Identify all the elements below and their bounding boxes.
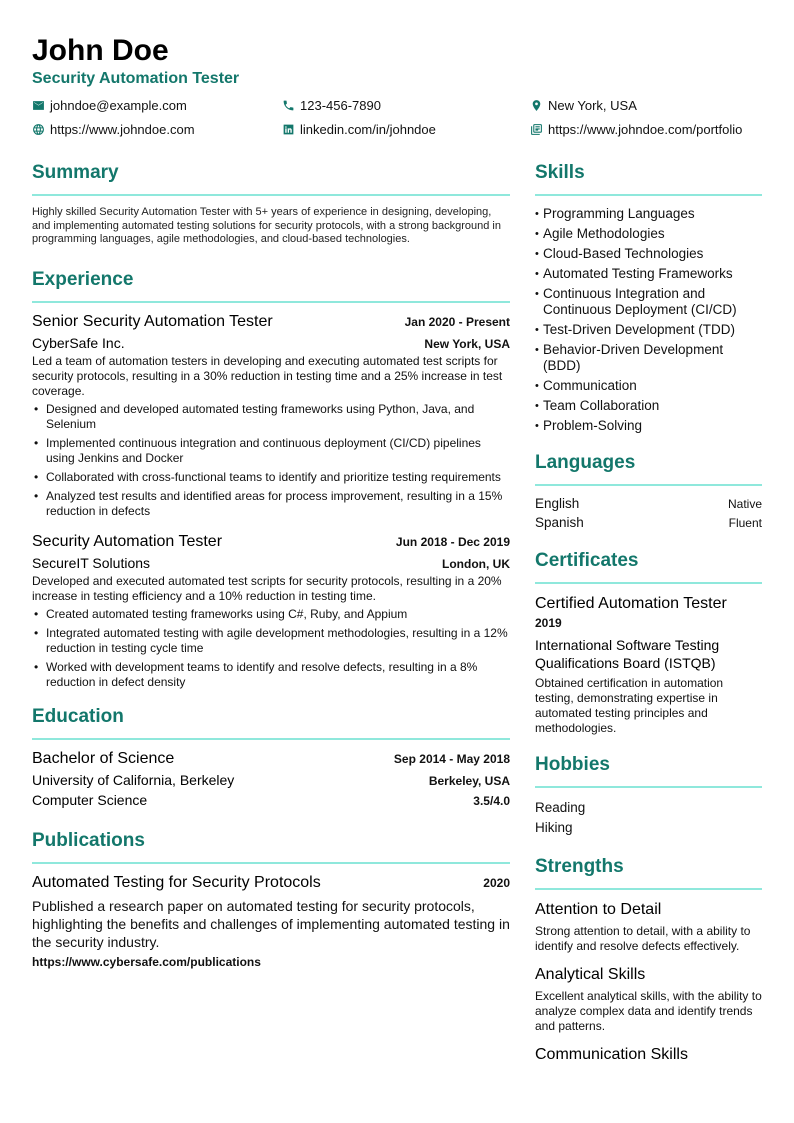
languages-section [535, 450, 762, 530]
location-text: New York, USA [548, 98, 637, 113]
location-pin-icon [530, 99, 543, 112]
skill-item: • Agile Methodologies [535, 226, 762, 242]
hobby-item: Reading [535, 800, 586, 815]
contact-phone[interactable] [282, 98, 381, 113]
contact-portfolio[interactable] [530, 122, 742, 137]
phone-text: 123-456-7890 [300, 98, 381, 113]
job-bullets [32, 402, 510, 519]
experience-heading: Experience [32, 267, 510, 303]
candidate-name: John Doe [32, 34, 169, 67]
skill-item: • Continuous Integration and Continuous Deployment (CI/CD) [535, 286, 762, 318]
skill-item: • Automated Testing Frameworks [535, 266, 762, 282]
job-company: SecureIT Solutions [32, 554, 151, 571]
job-bullet: • Integrated automated testing with agile development methodologies, resulting in a 12% reduction in testing cycle time [32, 626, 510, 656]
job-bullet: • Designed and developed automated testing frameworks using Python, Java, and Selenium [32, 402, 510, 432]
publication-year: 2020 [483, 875, 510, 890]
certificate-year: 2019 [535, 616, 562, 630]
job-date: Jan 2020 - Present [404, 314, 510, 329]
skill-item: • Team Collaboration [535, 398, 762, 414]
job-date: Jun 2018 - Dec 2019 [395, 534, 510, 549]
resume-header [32, 34, 772, 88]
hobbies-section [535, 752, 762, 838]
skills-list [535, 206, 762, 434]
right-column [535, 160, 762, 1065]
job-title: Senior Security Automation Tester [32, 312, 273, 330]
publication-description: Published a research paper on automated testing for security protocols, highlighting the benefits and challenges of implementing automated testing in the security industry. [32, 897, 510, 950]
education-location: Berkeley, USA [428, 773, 510, 788]
job-location: London, UK [442, 556, 510, 571]
hobbies-heading: Hobbies [535, 752, 762, 788]
phone-icon [282, 99, 295, 112]
globe-icon [32, 123, 45, 136]
skills-heading: Skills [535, 160, 762, 196]
contact-info [32, 98, 772, 144]
portfolio-icon [530, 123, 543, 136]
certificates-section [535, 548, 762, 736]
education-field: Computer Science [32, 791, 148, 808]
linkedin-icon [282, 123, 295, 136]
summary-text: Highly skilled Security Automation Tester with 5+ years of experience in designing, developing, and implementing automated testing solutions for security protocols, with a strong background in programming languages, agile methodologies, and cloud-based technologies. [32, 206, 501, 245]
summary-section [32, 160, 510, 247]
job-description: Led a team of automation testers in developing and executing automated test scripts for security protocols, resulting in a 30% reduction in testing time and a 25% increase in test coverage. [32, 353, 503, 398]
website-text: https://www.johndoe.com [50, 122, 195, 137]
portfolio-text: https://www.johndoe.com/portfolio [548, 122, 743, 137]
language-row [535, 496, 762, 511]
job-entry [32, 533, 510, 690]
languages-heading: Languages [535, 450, 762, 486]
email-text: johndoe@example.com [50, 98, 187, 113]
job-bullet: • Created automated testing frameworks using C#, Ruby, and Appium [32, 607, 510, 622]
contact-email[interactable] [32, 98, 187, 113]
strength-description: Excellent analytical skills, with the ability to analyze complex data and identify trends and patterns. [535, 989, 762, 1033]
experience-section [32, 267, 510, 690]
publications-heading: Publications [32, 828, 510, 864]
certificates-heading: Certificates [535, 548, 762, 584]
strength-title: Communication Skills [535, 1046, 688, 1063]
job-location: New York, USA [424, 336, 510, 351]
publications-section [32, 828, 510, 969]
language-name: English [535, 496, 580, 511]
education-heading: Education [32, 704, 510, 740]
skill-item: • Cloud-Based Technologies [535, 246, 762, 262]
skills-section [535, 160, 762, 434]
strength-description: Strong attention to detail, with a ability to identify and resolve defects effectively. [535, 924, 751, 953]
strengths-heading: Strengths [535, 854, 762, 890]
certificate-description: Obtained certification in automation testing, demonstrating expertise in automated testing principles and methodologies. [535, 676, 724, 735]
certificate-name: Certified Automation Tester [535, 595, 727, 612]
job-bullet: • Collaborated with cross-functional teams to identify and prioritize testing requirements [32, 470, 510, 485]
certificate-issuer: International Software Testing Qualifications Board (ISTQB) [535, 637, 720, 671]
publication-title: Automated Testing for Security Protocols [32, 873, 321, 891]
publication-link[interactable]: https://www.cybersafe.com/publications [32, 954, 261, 969]
education-section [32, 704, 510, 808]
candidate-title: Security Automation Tester [32, 70, 240, 87]
job-entry [32, 313, 510, 519]
education-degree: Bachelor of Science [32, 749, 175, 767]
linkedin-text: linkedin.com/in/johndoe [300, 122, 436, 137]
skill-item: • Problem-Solving [535, 418, 762, 434]
job-company: CyberSafe Inc. [32, 334, 125, 351]
skill-item: • Communication [535, 378, 762, 394]
hobby-item: Hiking [535, 820, 573, 835]
language-row [535, 515, 762, 530]
contact-linkedin[interactable] [282, 122, 436, 137]
language-level: Fluent [728, 516, 762, 530]
education-gpa: 3.5/4.0 [473, 793, 510, 808]
strength-title: Attention to Detail [535, 901, 662, 918]
education-school: University of California, Berkeley [32, 771, 235, 788]
language-name: Spanish [535, 515, 584, 530]
summary-heading: Summary [32, 160, 510, 196]
job-bullet: • Analyzed test results and identified areas for process improvement, resulting in a 15% reduction in defects [32, 489, 510, 519]
left-column [32, 160, 510, 969]
strength-title: Analytical Skills [535, 966, 646, 983]
job-title: Security Automation Tester [32, 532, 223, 550]
job-description: Developed and executed automated test scripts for security protocols, resulting in a 20% increase in testing efficiency and a 10% reduction in testing time. [32, 573, 502, 603]
contact-website[interactable] [32, 122, 195, 137]
strengths-section [535, 854, 762, 1065]
skill-item: • Behavior-Driven Development (BDD) [535, 342, 762, 374]
skill-item: • Test-Driven Development (TDD) [535, 322, 762, 338]
job-bullet: • Implemented continuous integration and continuous deployment (CI/CD) pipelines using Jenkins and Docker [32, 436, 510, 466]
job-bullet: • Worked with development teams to identify and resolve defects, resulting in a 8% reduction in defect density [32, 660, 510, 690]
language-level: Native [727, 497, 762, 511]
email-icon [32, 99, 45, 112]
education-date: Sep 2014 - May 2018 [393, 751, 510, 766]
contact-location [530, 98, 637, 113]
job-bullets [32, 607, 510, 690]
skill-item: • Programming Languages [535, 206, 762, 222]
